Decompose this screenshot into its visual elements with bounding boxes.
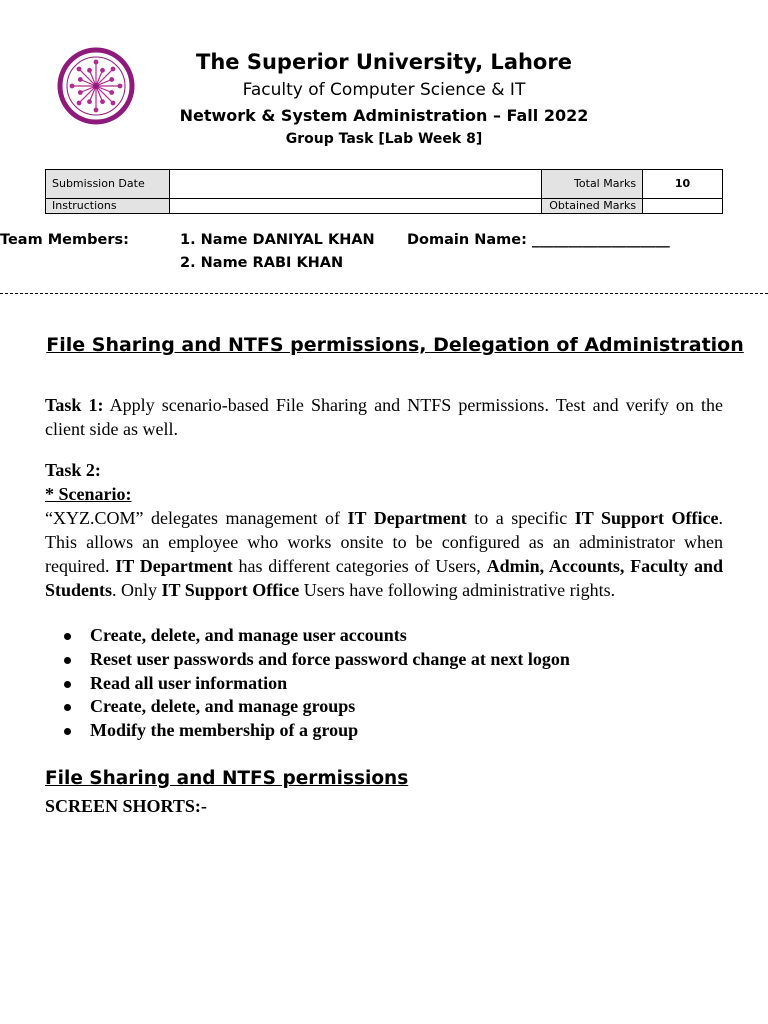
task-1-paragraph	[45, 393, 723, 441]
task-1-text: Apply scenario-based File Sharing and NTFS permissions. Test and verify on the client side as well.	[45, 395, 723, 439]
team-member-1: 1. Name DANIYAL KHAN	[180, 232, 375, 248]
list-item: Reset user passwords and force password change at next logon	[63, 648, 570, 672]
table-row	[46, 199, 723, 214]
scenario-label: * Scenario:	[45, 484, 132, 504]
document-title: File Sharing and NTFS permissions, Delegation of Administration	[46, 334, 744, 356]
total-marks-value: 10	[643, 170, 723, 199]
section-heading: File Sharing and NTFS permissions	[45, 768, 409, 789]
instructions-field[interactable]	[169, 199, 541, 214]
task-1-label: Task 1:	[45, 395, 104, 415]
obtained-marks-field[interactable]	[643, 199, 723, 214]
course-name: Network & System Administration – Fall 2022	[179, 106, 589, 125]
marks-table	[45, 169, 723, 214]
team-members-label: Team Members:	[0, 232, 129, 248]
task-2-label: Task 2:	[45, 460, 101, 480]
task-title: Group Task [Lab Week 8]	[285, 131, 483, 147]
total-marks-label: Total Marks	[542, 170, 643, 199]
domain-name-field: Domain Name: ___________________	[407, 232, 670, 248]
instructions-label: Instructions	[46, 199, 170, 214]
dashed-divider	[0, 293, 768, 294]
submission-date-field[interactable]	[169, 170, 541, 199]
submission-date-label: Submission Date	[46, 170, 170, 199]
team-member-2: 2. Name RABI KHAN	[180, 255, 344, 271]
rights-list	[63, 624, 570, 743]
university-name: The Superior University, Lahore	[196, 50, 572, 74]
scenario-paragraph: “XYZ.COM” delegates management of IT Department to a specific IT Support Office. This allows an employee who works onsite to be configured as an administrator when required. IT Department has different categories of Users, Admin, Accounts, Faculty and Students. Only IT Support Office Users have following administrative rights.	[45, 508, 723, 600]
list-item: Read all user information	[63, 672, 570, 696]
list-item: Modify the membership of a group	[63, 719, 570, 743]
list-item: Create, delete, and manage user accounts	[63, 624, 570, 648]
list-item: Create, delete, and manage groups	[63, 695, 570, 719]
obtained-marks-label: Obtained Marks	[542, 199, 643, 214]
table-row	[46, 170, 723, 199]
faculty-name: Faculty of Computer Science & IT	[242, 80, 526, 100]
screenshots-label: SCREEN SHORTS:-	[45, 796, 207, 816]
